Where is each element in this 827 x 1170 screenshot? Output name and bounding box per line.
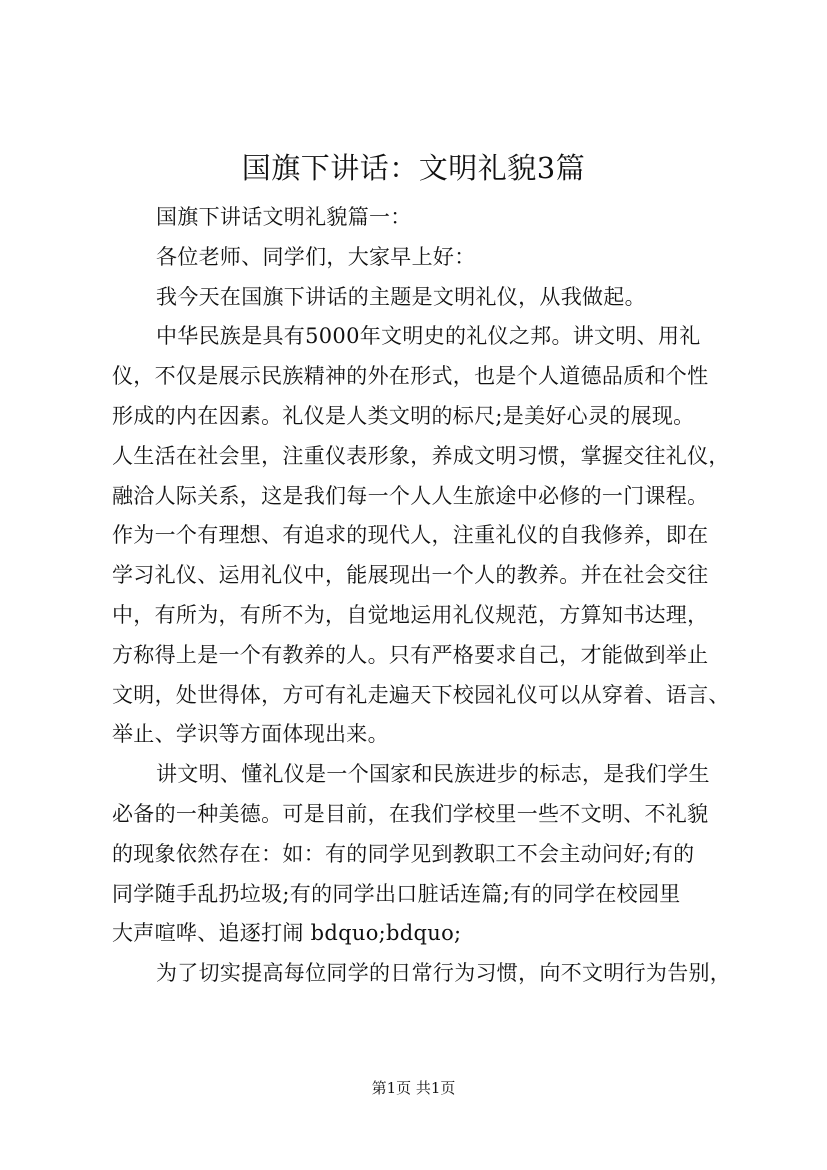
topic-line: 我今天在国旗下讲话的主题是文明礼仪，从我做起。: [156, 284, 646, 309]
document-body: [112, 198, 736, 994]
paragraph-line: 形成的内在因素。礼仪是人类文明的标尺;是美好心灵的展现。: [112, 403, 695, 428]
paragraph-line: 举止、学识等方面体现出来。: [112, 722, 389, 747]
paragraph-line: 中华民族是具有5000年文明史的礼仪之邦。讲文明、用礼: [156, 324, 701, 349]
paragraph-line: 同学随手乱扔垃圾;有的同学出口脏话连篇;有的同学在校园里: [112, 881, 681, 906]
paragraph-line: 人生活在社会里，注重仪表形象，养成文明习惯，掌握交往礼仪，: [112, 443, 730, 468]
paragraph-line: 学习礼仪、运用礼仪中，能展现出一个人的教养。并在社会交往: [112, 563, 709, 588]
paragraph-line: 方称得上是一个有教养的人。只有严格要求自己，才能做到举止: [112, 642, 709, 667]
paragraph-line: 讲文明、懂礼仪是一个国家和民族进步的标志，是我们学生: [156, 762, 710, 787]
paragraph-line: 文明，处世得体，方可有礼走遍天下校园礼仪可以从穿着、语言、: [112, 682, 730, 707]
greeting-line: 各位老师、同学们，大家早上好：: [156, 244, 476, 269]
document-title: 国旗下讲话：文明礼貌3篇: [241, 151, 586, 185]
paragraph-line: 融洽人际关系，这是我们每一个人人生旅途中必修的一门课程。: [112, 483, 709, 508]
paragraph-line: 的现象依然存在：如：有的同学见到教职工不会主动问好;有的: [112, 841, 695, 866]
paragraph-line: 中，有所为，有所不为，自觉地运用礼仪规范，方算知书达理，: [112, 602, 709, 627]
page-footer: 第1页 共1页: [371, 1079, 456, 1097]
paragraph-line: 必备的一种美德。可是目前，在我们学校里一些不文明、不礼貌: [112, 801, 709, 826]
paragraph-line: 为了切实提高每位同学的日常行为习惯，向不文明行为告别，: [156, 961, 732, 986]
paragraph-line: 大声喧哗、追逐打闹 bdquo;bdquo;: [112, 921, 462, 946]
paragraph-line: 作为一个有理想、有追求的现代人，注重礼仪的自我修养，即在: [112, 523, 709, 548]
paragraph-line: 仪，不仅是展示民族精神的外在形式，也是个人道德品质和个性: [112, 364, 709, 389]
section-heading: 国旗下讲话文明礼貌篇一：: [156, 205, 412, 229]
